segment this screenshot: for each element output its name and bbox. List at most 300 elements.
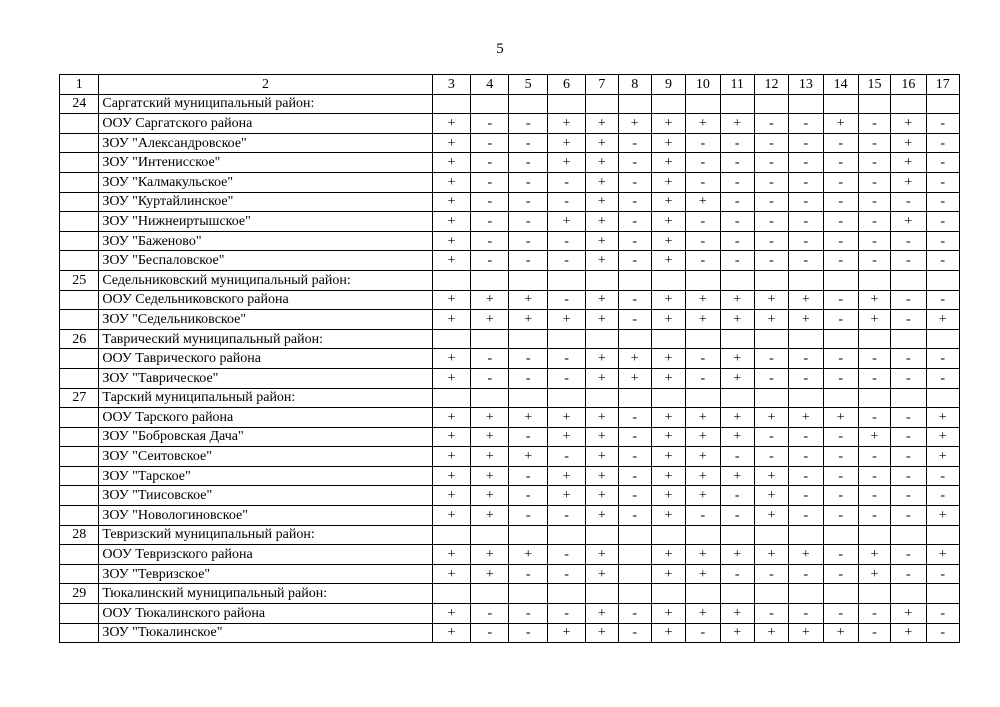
table-row — [60, 427, 960, 447]
mark-cell: + — [720, 310, 754, 330]
mark-cell: + — [754, 486, 788, 506]
mark-cell: - — [686, 153, 720, 173]
mark-cell — [823, 388, 858, 408]
mark-cell: - — [618, 604, 651, 624]
mark-cell: - — [509, 212, 547, 232]
mark-cell — [926, 270, 960, 290]
mark-cell: - — [471, 231, 509, 251]
mark-cell — [651, 388, 685, 408]
mark-cell: + — [651, 290, 685, 310]
mark-cell — [547, 525, 585, 545]
name-cell: ЗОУ "Новологиновское" — [99, 506, 432, 526]
mark-cell: + — [686, 604, 720, 624]
mark-cell — [823, 525, 858, 545]
mark-cell — [651, 329, 685, 349]
mark-cell: + — [471, 290, 509, 310]
mark-cell: - — [509, 604, 547, 624]
mark-cell: + — [618, 114, 651, 134]
mark-cell: - — [789, 231, 823, 251]
mark-cell: + — [432, 212, 470, 232]
mark-cell: - — [720, 447, 754, 467]
mark-cell — [586, 525, 618, 545]
mark-cell — [651, 270, 685, 290]
mark-cell: + — [651, 506, 685, 526]
column-header: 16 — [891, 75, 926, 95]
mark-cell: + — [509, 290, 547, 310]
mark-cell: + — [891, 604, 926, 624]
column-header: 2 — [99, 75, 432, 95]
mark-cell — [618, 584, 651, 604]
mark-cell: - — [547, 368, 585, 388]
table-row — [60, 564, 960, 584]
mark-cell: + — [432, 153, 470, 173]
column-header: 12 — [754, 75, 788, 95]
column-header: 7 — [586, 75, 618, 95]
mark-cell — [823, 329, 858, 349]
row-number-cell — [60, 231, 99, 251]
mark-cell: - — [547, 564, 585, 584]
table-row — [60, 349, 960, 369]
mark-cell: + — [432, 623, 470, 643]
row-number-cell — [60, 545, 99, 565]
mark-cell: + — [586, 310, 618, 330]
mark-cell: + — [432, 447, 470, 467]
mark-cell: - — [891, 564, 926, 584]
mark-cell: + — [432, 506, 470, 526]
column-header: 17 — [926, 75, 960, 95]
mark-cell: - — [509, 231, 547, 251]
table-row — [60, 114, 960, 134]
mark-cell: - — [509, 486, 547, 506]
mark-cell — [789, 525, 823, 545]
mark-cell — [547, 388, 585, 408]
mark-cell — [789, 388, 823, 408]
mark-cell — [432, 525, 470, 545]
mark-cell: - — [509, 192, 547, 212]
mark-cell: - — [471, 604, 509, 624]
mark-cell: + — [686, 486, 720, 506]
mark-cell — [686, 584, 720, 604]
mark-cell: - — [509, 153, 547, 173]
mark-cell: + — [720, 604, 754, 624]
mark-cell: - — [720, 486, 754, 506]
mark-cell — [618, 329, 651, 349]
mark-cell: + — [686, 427, 720, 447]
mark-cell: - — [891, 545, 926, 565]
row-number-cell — [60, 368, 99, 388]
mark-cell: - — [823, 545, 858, 565]
mark-cell: - — [926, 604, 960, 624]
mark-cell: - — [754, 133, 788, 153]
mark-cell: + — [432, 427, 470, 447]
mark-cell: - — [789, 192, 823, 212]
mark-cell: - — [618, 231, 651, 251]
mark-cell: + — [471, 564, 509, 584]
mark-cell: + — [789, 408, 823, 428]
mark-cell: + — [432, 466, 470, 486]
mark-cell — [586, 94, 618, 114]
mark-cell: - — [789, 486, 823, 506]
mark-cell — [926, 584, 960, 604]
mark-cell — [651, 584, 685, 604]
mark-cell: + — [891, 172, 926, 192]
mark-cell: + — [754, 545, 788, 565]
mark-cell: - — [547, 172, 585, 192]
mark-cell: + — [586, 231, 618, 251]
mark-cell: - — [618, 506, 651, 526]
name-cell: ООУ Седельниковского района — [99, 290, 432, 310]
row-number-cell: 24 — [60, 94, 99, 114]
mark-cell: + — [651, 133, 685, 153]
mark-cell — [858, 388, 890, 408]
mark-cell — [618, 545, 651, 565]
mark-cell: + — [471, 408, 509, 428]
mark-cell: + — [432, 133, 470, 153]
mark-cell: - — [471, 623, 509, 643]
mark-cell: + — [720, 349, 754, 369]
mark-cell: + — [586, 564, 618, 584]
mark-cell: - — [789, 564, 823, 584]
mark-cell — [686, 525, 720, 545]
mark-cell: - — [686, 212, 720, 232]
name-cell: ООУ Тарского района — [99, 408, 432, 428]
mark-cell — [686, 270, 720, 290]
row-number-cell — [60, 310, 99, 330]
mark-cell — [509, 329, 547, 349]
column-header: 3 — [432, 75, 470, 95]
mark-cell: + — [754, 310, 788, 330]
mark-cell: - — [618, 310, 651, 330]
row-number-cell — [60, 114, 99, 134]
mark-cell: - — [618, 447, 651, 467]
mark-cell: + — [789, 623, 823, 643]
mark-cell: + — [651, 545, 685, 565]
district-row — [60, 329, 960, 349]
mark-cell — [926, 329, 960, 349]
name-cell: Тарский муниципальный район: — [99, 388, 432, 408]
mark-cell: - — [754, 447, 788, 467]
district-row — [60, 94, 960, 114]
mark-cell: + — [651, 447, 685, 467]
mark-cell: + — [651, 212, 685, 232]
mark-cell: - — [823, 349, 858, 369]
mark-cell: - — [891, 447, 926, 467]
mark-cell — [754, 525, 788, 545]
mark-cell: - — [686, 251, 720, 271]
mark-cell: + — [586, 114, 618, 134]
mark-cell — [858, 270, 890, 290]
name-cell: Саргатский муниципальный район: — [99, 94, 432, 114]
mark-cell: - — [891, 486, 926, 506]
mark-cell — [754, 94, 788, 114]
mark-cell — [651, 525, 685, 545]
mark-cell — [509, 270, 547, 290]
mark-cell — [754, 388, 788, 408]
mark-cell: - — [891, 251, 926, 271]
name-cell: ЗОУ "Нижнеиртышское" — [99, 212, 432, 232]
mark-cell: + — [926, 545, 960, 565]
name-cell: ООУ Таврического района — [99, 349, 432, 369]
mark-cell: - — [471, 192, 509, 212]
mark-cell — [618, 388, 651, 408]
mark-cell: + — [471, 506, 509, 526]
mark-cell: - — [754, 427, 788, 447]
name-cell: ООУ Саргатского района — [99, 114, 432, 134]
mark-cell: + — [586, 349, 618, 369]
mark-cell: - — [891, 290, 926, 310]
mark-cell: + — [509, 408, 547, 428]
mark-cell: - — [858, 623, 890, 643]
table-row — [60, 251, 960, 271]
mark-cell: + — [432, 172, 470, 192]
mark-cell: - — [891, 231, 926, 251]
mark-cell: - — [618, 133, 651, 153]
mark-cell: - — [926, 133, 960, 153]
row-number-cell: 28 — [60, 525, 99, 545]
mark-cell — [720, 525, 754, 545]
mark-cell: + — [432, 545, 470, 565]
name-cell: Тюкалинский муниципальный район: — [99, 584, 432, 604]
row-number-cell — [60, 447, 99, 467]
row-number-cell — [60, 349, 99, 369]
row-number-cell: 25 — [60, 270, 99, 290]
mark-cell: - — [858, 368, 890, 388]
mark-cell: + — [547, 212, 585, 232]
mark-cell: - — [509, 172, 547, 192]
mark-cell: - — [858, 192, 890, 212]
mark-cell — [891, 525, 926, 545]
mark-cell: + — [586, 212, 618, 232]
mark-cell: - — [720, 251, 754, 271]
mark-cell — [789, 329, 823, 349]
mark-cell: + — [789, 545, 823, 565]
mark-cell: + — [686, 192, 720, 212]
mark-cell: - — [471, 114, 509, 134]
mark-cell: + — [754, 290, 788, 310]
mark-cell — [858, 329, 890, 349]
mark-cell — [432, 94, 470, 114]
mark-cell: + — [586, 427, 618, 447]
mark-cell: - — [547, 251, 585, 271]
mark-cell: + — [586, 447, 618, 467]
mark-cell: - — [547, 506, 585, 526]
mark-cell: - — [823, 506, 858, 526]
mark-cell: + — [432, 408, 470, 428]
mark-cell: - — [823, 153, 858, 173]
mark-cell: - — [926, 192, 960, 212]
mark-cell: + — [586, 545, 618, 565]
mark-cell — [509, 94, 547, 114]
mark-cell: - — [754, 231, 788, 251]
row-number-cell — [60, 486, 99, 506]
mark-cell — [547, 270, 585, 290]
row-number-cell — [60, 506, 99, 526]
mark-cell — [586, 270, 618, 290]
mark-cell: - — [858, 447, 890, 467]
name-cell: Седельниковский муниципальный район: — [99, 270, 432, 290]
mark-cell: - — [618, 408, 651, 428]
mark-cell: - — [926, 114, 960, 134]
mark-cell: + — [720, 466, 754, 486]
table-row — [60, 466, 960, 486]
mark-cell — [509, 388, 547, 408]
mark-cell: - — [789, 604, 823, 624]
mark-cell — [720, 270, 754, 290]
mark-cell: - — [547, 231, 585, 251]
mark-cell — [618, 94, 651, 114]
mark-cell: + — [432, 231, 470, 251]
mark-cell — [720, 329, 754, 349]
district-row — [60, 388, 960, 408]
mark-cell: - — [509, 368, 547, 388]
mark-cell: + — [586, 290, 618, 310]
mark-cell: - — [618, 251, 651, 271]
mark-cell: + — [858, 545, 890, 565]
mark-cell: - — [926, 368, 960, 388]
name-cell: ООУ Тевризского района — [99, 545, 432, 565]
mark-cell: + — [547, 153, 585, 173]
table-row — [60, 623, 960, 643]
mark-cell: - — [618, 466, 651, 486]
table-row — [60, 133, 960, 153]
mark-cell: + — [651, 564, 685, 584]
mark-cell: + — [926, 408, 960, 428]
mark-cell: + — [586, 466, 618, 486]
name-cell: ЗОУ "Беспаловское" — [99, 251, 432, 271]
row-number-cell — [60, 153, 99, 173]
mark-cell — [651, 94, 685, 114]
mark-cell: + — [586, 506, 618, 526]
mark-cell: + — [789, 290, 823, 310]
row-number-cell — [60, 251, 99, 271]
name-cell: ЗОУ "Таврическое" — [99, 368, 432, 388]
name-cell: Тевризский муниципальный район: — [99, 525, 432, 545]
mark-cell: + — [471, 466, 509, 486]
mark-cell: - — [823, 192, 858, 212]
mark-cell: + — [651, 368, 685, 388]
mark-cell — [586, 584, 618, 604]
mark-cell: + — [547, 486, 585, 506]
mark-cell: - — [754, 153, 788, 173]
mark-cell — [926, 388, 960, 408]
mark-cell: + — [754, 623, 788, 643]
row-number-cell — [60, 466, 99, 486]
mark-cell: + — [586, 153, 618, 173]
mark-cell: - — [754, 172, 788, 192]
mark-cell: + — [651, 623, 685, 643]
mark-cell: - — [509, 114, 547, 134]
mark-cell: + — [651, 466, 685, 486]
column-header: 4 — [471, 75, 509, 95]
mark-cell: + — [586, 623, 618, 643]
mark-cell: - — [509, 564, 547, 584]
mark-cell: + — [651, 231, 685, 251]
mark-cell: + — [823, 114, 858, 134]
mark-cell: + — [651, 114, 685, 134]
mark-cell: - — [858, 349, 890, 369]
mark-cell: + — [926, 310, 960, 330]
mark-cell: - — [471, 153, 509, 173]
row-number-cell: 26 — [60, 329, 99, 349]
mark-cell: - — [754, 251, 788, 271]
mark-cell — [720, 94, 754, 114]
mark-cell: - — [858, 212, 890, 232]
column-header: 15 — [858, 75, 890, 95]
mark-cell: + — [686, 466, 720, 486]
mark-cell: + — [651, 427, 685, 447]
mark-cell: - — [686, 506, 720, 526]
mark-cell: - — [509, 251, 547, 271]
mark-cell: + — [586, 251, 618, 271]
table-row — [60, 192, 960, 212]
table-row — [60, 408, 960, 428]
mark-cell: - — [858, 604, 890, 624]
mark-cell: + — [432, 310, 470, 330]
mark-cell — [789, 584, 823, 604]
mark-cell: + — [509, 447, 547, 467]
mark-cell: - — [618, 290, 651, 310]
mark-cell: - — [547, 545, 585, 565]
mark-cell — [891, 584, 926, 604]
name-cell: ЗОУ "Сеитовское" — [99, 447, 432, 467]
mark-cell — [926, 525, 960, 545]
mark-cell: + — [547, 623, 585, 643]
mark-cell: - — [823, 310, 858, 330]
mark-cell: - — [686, 368, 720, 388]
mark-cell — [586, 329, 618, 349]
column-header: 13 — [789, 75, 823, 95]
mark-cell: - — [754, 604, 788, 624]
mark-cell: - — [720, 506, 754, 526]
mark-cell: - — [686, 623, 720, 643]
mark-cell: - — [789, 506, 823, 526]
mark-cell: + — [891, 153, 926, 173]
district-row — [60, 584, 960, 604]
mark-cell: + — [586, 486, 618, 506]
name-cell: ЗОУ "Куртайлинское" — [99, 192, 432, 212]
mark-cell — [858, 94, 890, 114]
mark-cell — [471, 525, 509, 545]
mark-cell: + — [754, 466, 788, 486]
row-number-cell — [60, 623, 99, 643]
mark-cell: - — [509, 133, 547, 153]
mark-cell: - — [618, 192, 651, 212]
table-row — [60, 506, 960, 526]
mark-cell: - — [686, 349, 720, 369]
mark-cell: + — [686, 310, 720, 330]
mark-cell: + — [686, 564, 720, 584]
mark-cell: + — [858, 564, 890, 584]
mark-cell: + — [720, 545, 754, 565]
mark-cell: + — [509, 545, 547, 565]
mark-cell: + — [858, 290, 890, 310]
mark-cell: - — [754, 192, 788, 212]
mark-cell: + — [547, 466, 585, 486]
column-header: 9 — [651, 75, 685, 95]
mark-cell: - — [686, 231, 720, 251]
mark-cell: + — [432, 564, 470, 584]
mark-cell: + — [686, 114, 720, 134]
mark-cell: - — [891, 310, 926, 330]
table-row — [60, 368, 960, 388]
mark-cell: - — [618, 427, 651, 447]
mark-cell: - — [891, 349, 926, 369]
mark-cell: + — [651, 349, 685, 369]
mark-cell: - — [789, 466, 823, 486]
mark-cell: + — [891, 133, 926, 153]
mark-cell: - — [926, 153, 960, 173]
mark-cell: - — [471, 212, 509, 232]
